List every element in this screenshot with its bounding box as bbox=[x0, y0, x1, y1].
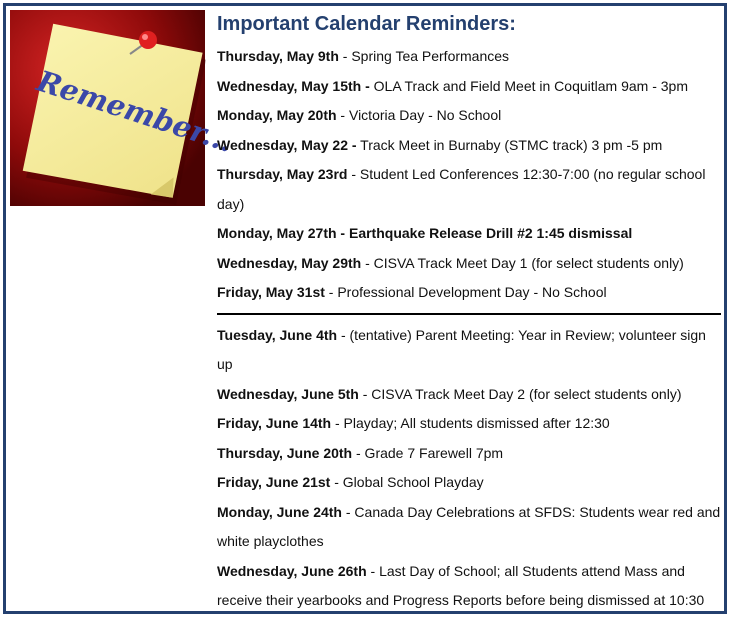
event-text: - CISVA Track Meet Day 2 (for select students only) bbox=[358, 385, 682, 402]
list-item bbox=[217, 72, 722, 102]
page-title: Important Calendar Reminders: bbox=[217, 13, 516, 35]
list-item bbox=[217, 101, 722, 131]
event-date: Wednesday, May 15th - bbox=[217, 77, 370, 94]
event-date: Monday, June 24th bbox=[217, 503, 342, 520]
list-item bbox=[217, 160, 722, 219]
event-date: Friday, June 14th bbox=[217, 415, 332, 431]
event-date: Wednesday, May 22 - bbox=[217, 136, 357, 153]
list-item bbox=[217, 468, 722, 498]
event-text: - Spring Tea Performances bbox=[338, 48, 510, 64]
event-date: Monday, May 27th bbox=[217, 225, 337, 241]
remember-note-image bbox=[10, 10, 238, 206]
list-item bbox=[217, 249, 722, 279]
event-text: - Professional Development Day - No School bbox=[324, 284, 607, 300]
may-list bbox=[214, 42, 722, 308]
event-text: - Canada Day Celebrations at SFDS: Students wear red and white playclothes bbox=[217, 503, 721, 549]
sticky-note-graphic bbox=[10, 10, 238, 206]
list-item bbox=[217, 42, 722, 72]
event-date: Wednesday, June 26th bbox=[217, 562, 367, 579]
event-text: - Earthquake Release Drill #2 1:45 dismissal bbox=[336, 225, 633, 241]
event-date: Wednesday, May 29th bbox=[217, 254, 362, 271]
reminders-content bbox=[214, 6, 722, 616]
list-item bbox=[217, 557, 722, 616]
event-date: Thursday, May 23rd bbox=[217, 166, 348, 182]
list-item bbox=[217, 131, 722, 161]
list-item bbox=[217, 219, 722, 249]
event-text: Track Meet in Burnaby (STMC track) 3 pm -5 pm bbox=[356, 136, 663, 153]
event-text: - CISVA Track Meet Day 1 (for select students only) bbox=[361, 254, 684, 271]
event-date: Tuesday, June 4th bbox=[217, 326, 338, 343]
event-date: Thursday, June 20th bbox=[217, 444, 353, 461]
event-text: - Student Led Conferences 12:30-7:00 (no regular school day) bbox=[217, 166, 706, 212]
event-date: Friday, May 31st bbox=[217, 284, 325, 300]
list-item bbox=[217, 278, 722, 308]
month-divider bbox=[217, 313, 721, 315]
pin-head bbox=[139, 31, 157, 49]
list-item bbox=[217, 321, 722, 380]
event-text: - Last Day of School; all Students attend Mass and receive their yearbooks and Progress Reports before being dismissed at 10:30 bbox=[217, 562, 705, 608]
list-item bbox=[217, 409, 722, 439]
event-date: Wednesday, June 5th bbox=[217, 385, 359, 402]
list-item bbox=[217, 498, 722, 557]
event-date: Friday, June 21st bbox=[217, 474, 331, 490]
event-text: - (tentative) Parent Meeting: Year in Review; volunteer sign up bbox=[217, 326, 706, 372]
event-text: - Playday; All students dismissed after 12:30 bbox=[331, 415, 610, 431]
event-text: - Global School Playday bbox=[330, 474, 484, 490]
event-text: - Victoria Day - No School bbox=[336, 107, 502, 123]
event-date: Thursday, May 9th bbox=[217, 48, 339, 64]
event-text: OLA Track and Field Meet in Coquitlam 9am - 3pm bbox=[369, 77, 688, 94]
event-text: - Grade 7 Farewell 7pm bbox=[352, 444, 504, 461]
reminders-panel bbox=[3, 3, 727, 614]
note-text: Remember... bbox=[32, 63, 238, 160]
event-date: Monday, May 20th bbox=[217, 107, 337, 123]
june-list bbox=[214, 321, 722, 616]
list-item bbox=[217, 380, 722, 410]
list-item bbox=[217, 439, 722, 469]
